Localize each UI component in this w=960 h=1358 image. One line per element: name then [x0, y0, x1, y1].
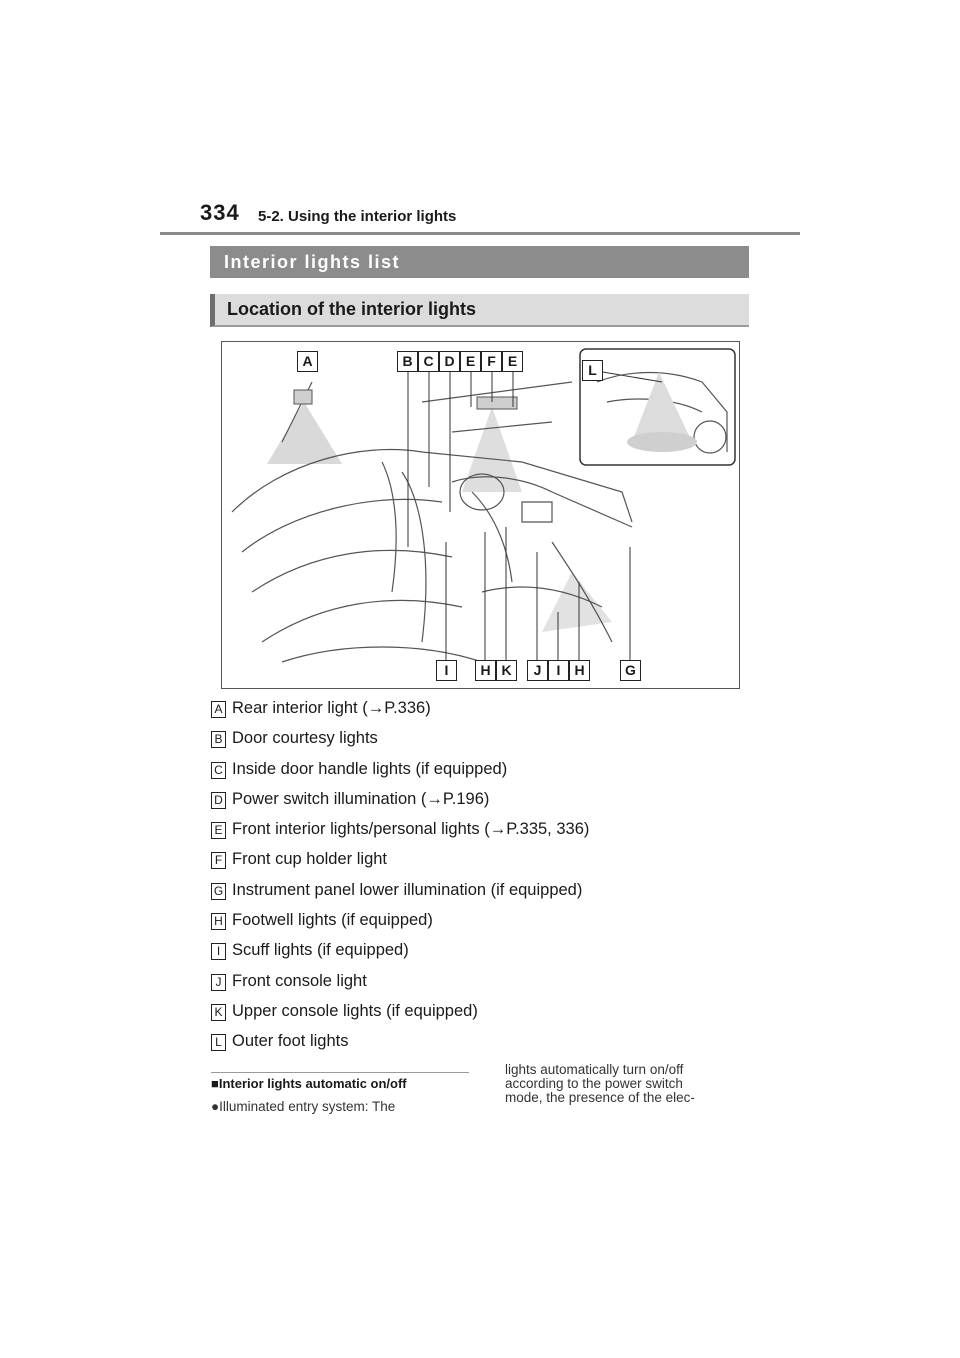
legend-item	[211, 788, 731, 818]
legend-key: E	[211, 822, 226, 839]
legend-key: D	[211, 792, 226, 809]
legend-key: B	[211, 731, 226, 748]
front-interior-light	[477, 397, 517, 409]
legend-text: Inside door handle lights (if equipped)	[232, 759, 508, 778]
interior-lights-illustration	[221, 341, 740, 689]
page-number: 334	[200, 200, 240, 225]
legend-text: Scuff lights (if equipped)	[232, 941, 409, 960]
legend-key: J	[211, 974, 226, 991]
car-interior-drawing	[222, 342, 741, 690]
callout-e-second: E	[502, 351, 523, 372]
legend-item	[211, 970, 731, 1000]
notes-line: mode, the presence of the elec-	[505, 1090, 695, 1105]
callout-i: I	[436, 660, 457, 681]
callout-h: H	[475, 660, 496, 681]
callout-h-second: H	[569, 660, 590, 681]
legend-key: I	[211, 943, 226, 960]
legend-key: F	[211, 852, 226, 869]
legend-key: A	[211, 701, 226, 718]
notes-line: lights automatically turn on/off	[505, 1062, 684, 1077]
callout-a: A	[297, 351, 318, 372]
legend-key: C	[211, 762, 226, 779]
section-title: 5-2. Using the interior lights	[258, 208, 457, 225]
legend-text: Outer foot lights	[232, 1032, 349, 1051]
legend-text: Power switch illumination (→P.196)	[232, 789, 490, 808]
legend-key: L	[211, 1034, 226, 1051]
legend-list	[211, 697, 731, 1061]
subsection-banner: Location of the interior lights	[210, 294, 749, 327]
outer-foot-light-pool	[627, 432, 697, 452]
callout-j: J	[527, 660, 548, 681]
callout-c: C	[418, 351, 439, 372]
callout-k: K	[496, 660, 517, 681]
callout-l: L	[582, 360, 603, 381]
callout-d: D	[439, 351, 460, 372]
legend-text: Instrument panel lower illumination (if equipped)	[232, 880, 583, 899]
callout-i-second: I	[548, 660, 569, 681]
legend-text: Front interior lights/personal lights (→P.335, 336)	[232, 820, 590, 839]
rear-interior-light	[294, 390, 312, 404]
legend-item	[211, 697, 731, 727]
legend-text: Front console light	[232, 971, 367, 990]
legend-text: Footwell lights (if equipped)	[232, 911, 433, 930]
legend-key: H	[211, 913, 226, 930]
rear-light-beam	[267, 402, 342, 464]
legend-item	[211, 909, 731, 939]
legend-text: Rear interior light (→P.336)	[232, 699, 431, 717]
legend-key: G	[211, 883, 226, 900]
notes-continuation	[505, 1063, 745, 1105]
notes-divider	[211, 1072, 469, 1073]
callout-e: E	[460, 351, 481, 372]
callout-f: F	[481, 351, 502, 372]
legend-text: Door courtesy lights	[232, 729, 378, 748]
legend-text: Upper console lights (if equipped)	[232, 1001, 478, 1020]
notes-line: according to the power switch	[505, 1076, 683, 1091]
legend-item	[211, 1000, 731, 1030]
legend-item	[211, 818, 731, 848]
notes-heading: ■Interior lights automatic on/off	[211, 1076, 407, 1091]
header-rule	[160, 232, 800, 235]
notes-bullet: ●Illuminated entry system: The	[211, 1099, 396, 1114]
legend-item	[211, 939, 731, 969]
legend-item	[211, 879, 731, 909]
callout-b: B	[397, 351, 418, 372]
section-banner: Interior lights list	[210, 246, 749, 278]
legend-item	[211, 1030, 731, 1060]
legend-text: Front cup holder light	[232, 850, 388, 869]
callout-g: G	[620, 660, 641, 681]
legend-item	[211, 727, 731, 757]
legend-key: K	[211, 1004, 226, 1021]
legend-item	[211, 848, 731, 878]
legend-item	[211, 758, 731, 788]
